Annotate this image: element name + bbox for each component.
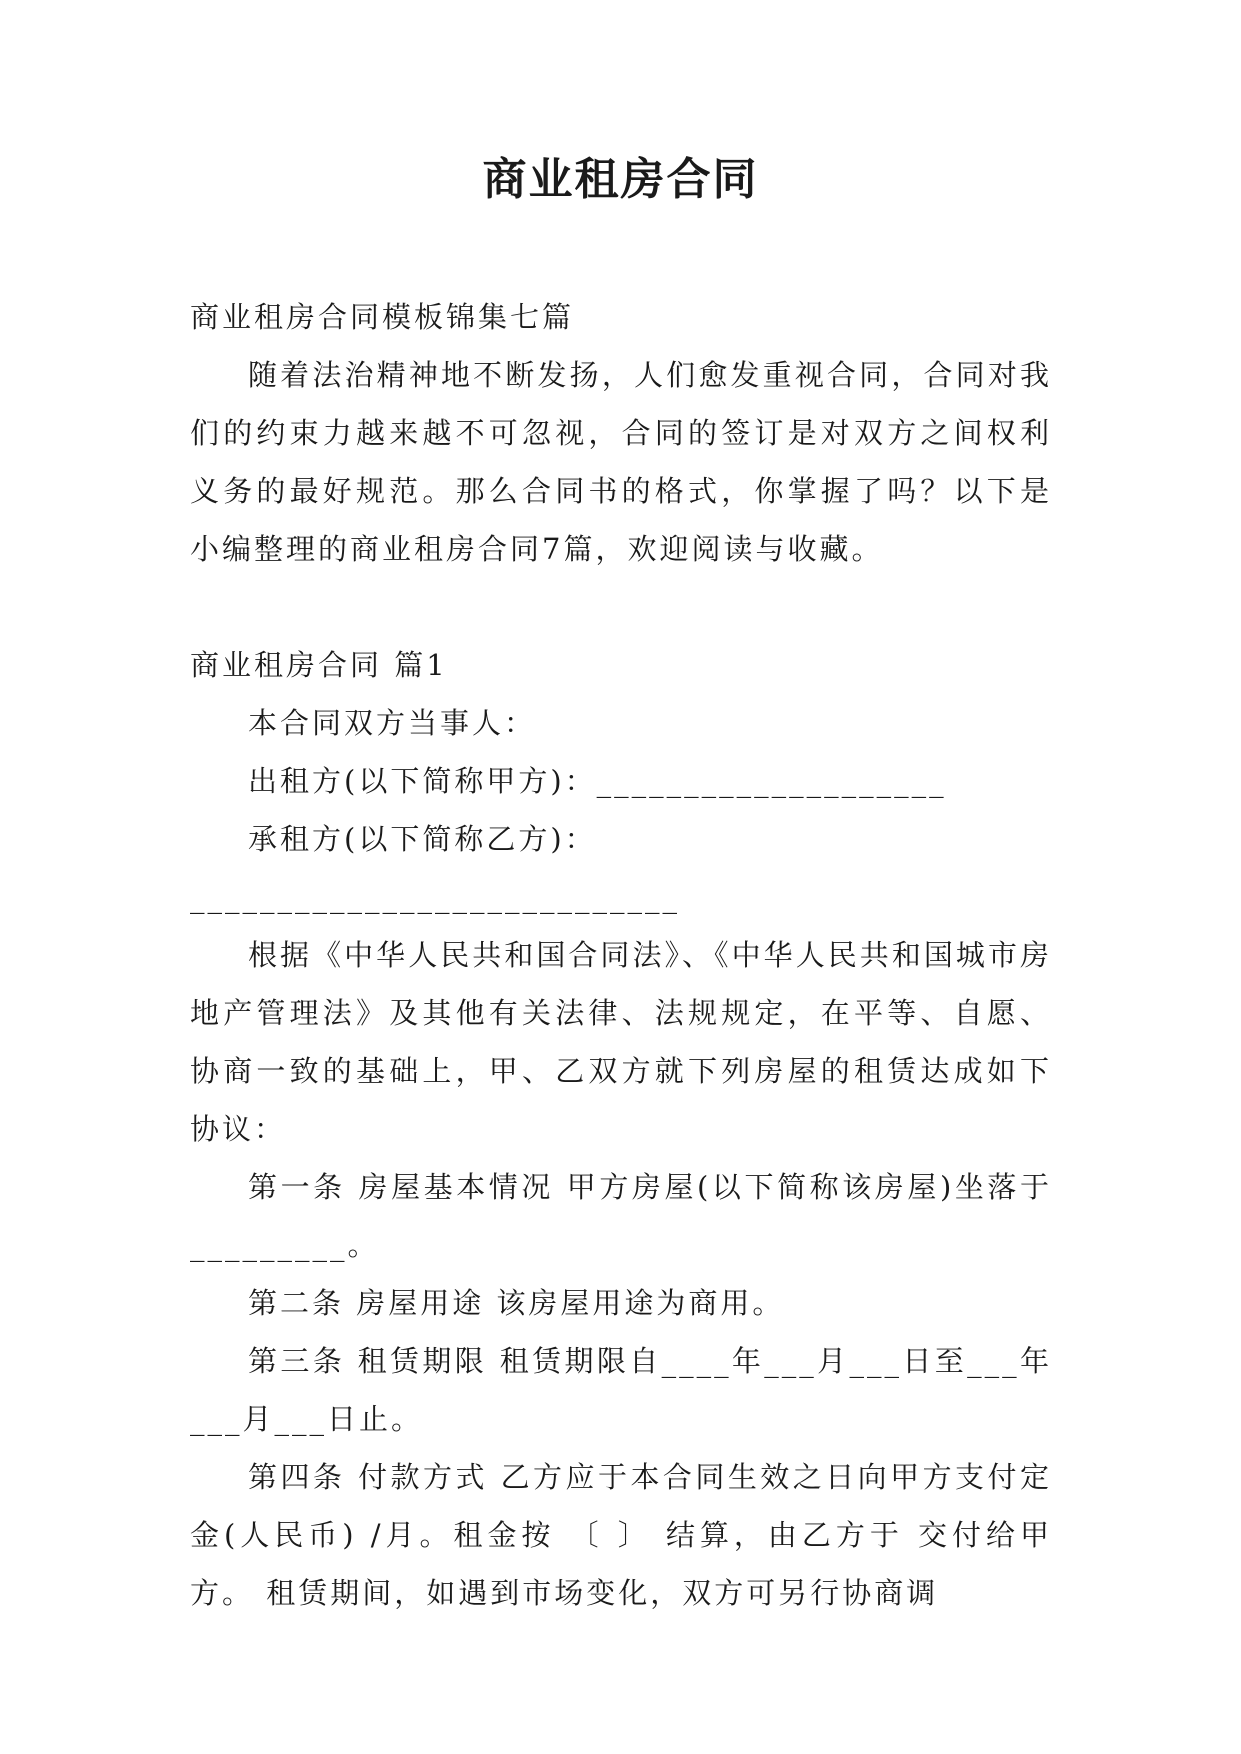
document-body	[190, 288, 1052, 1622]
article-2: 第二条 房屋用途 该房屋用途为商用。	[248, 1286, 785, 1320]
intro-paragraph: 随着法治精神地不断发扬，人们愈发重视合同，合同对我们的约束力越来越不可忽视，合同的签订是对双方之间权利义务的最好规范。那么合同书的格式，你掌握了吗？以下是小编整理的商业租房合同7篇，欢迎阅读与收藏。	[190, 358, 1052, 566]
lessee-line: 承租方(以下简称乙方)：____________________________	[190, 822, 680, 914]
article-3: 第三条 租赁期限 租赁期限自____年___月___日至___年___月___日止。	[190, 1344, 1052, 1436]
paragraph-spacer	[190, 578, 1052, 636]
section-heading: 商业租房合同 篇1	[190, 648, 448, 682]
parties-intro: 本合同双方当事人：	[248, 706, 537, 740]
document-subtitle: 商业租房合同模板锦集七篇	[190, 300, 575, 334]
basis-paragraph: 根据《中华人民共和国合同法》、《中华人民共和国城市房地产管理法》及其他有关法律、法规规定，在平等、自愿、协商一致的基础上，甲、乙双方就下列房屋的租赁达成如下协议：	[190, 938, 1052, 1146]
article-1: 第一条 房屋基本情况 甲方房屋(以下简称该房屋)坐落于_________。	[190, 1170, 1052, 1262]
document-title: 商业租房合同	[482, 154, 759, 205]
article-4: 第四条 付款方式 乙方应于本合同生效之日向甲方支付定金(人民币) /月。租金按 〔 〕 结算，由乙方于 交付给甲方。 租赁期间，如遇到市场变化，双方可另行协商调	[190, 1460, 1052, 1610]
lessor-line: 出租方(以下简称甲方)：____________________	[248, 764, 947, 798]
